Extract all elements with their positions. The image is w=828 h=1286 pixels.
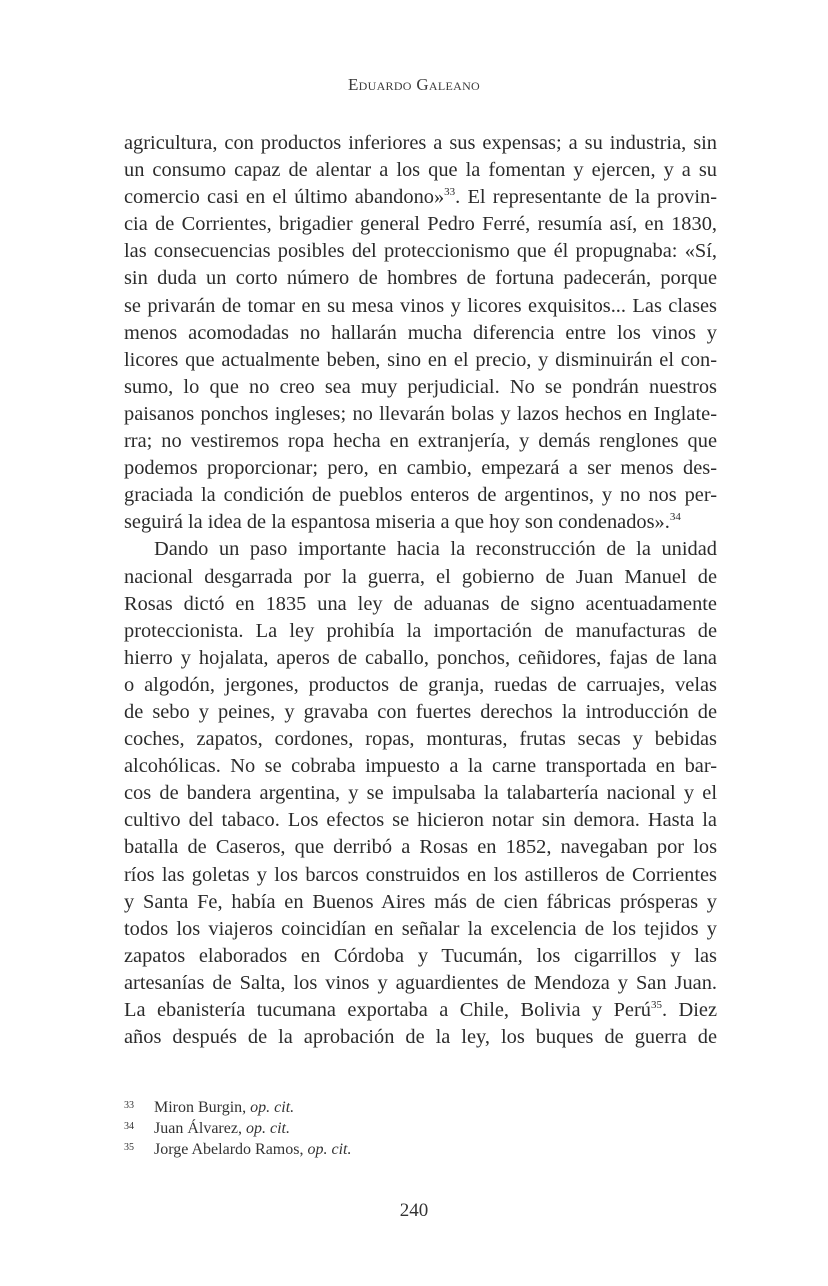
footnote-34 [124, 1118, 351, 1139]
text-line: cia de Corrientes, brigadier general Pedro Ferré, resumía así, en 1830, [124, 213, 717, 236]
footnote-33 [124, 1097, 351, 1118]
text-line: paisanos ponchos ingleses; no llevarán bolas y lazos hechos en Inglate- [124, 402, 717, 425]
text-line: zapatos elaborados en Córdoba y Tucumán, los cigarrillos y las [124, 944, 717, 967]
footnote-citation: op. cit. [245, 1120, 290, 1137]
footnote-citation: op. cit. [250, 1099, 295, 1116]
text-line: un consumo capaz de alentar a los que la fomentan y ejercen, y a su [124, 159, 717, 182]
text-line: coches, zapatos, cordones, ropas, monturas, frutas secas y bebidas [124, 728, 717, 751]
text-line [124, 184, 717, 211]
text-line [124, 509, 717, 536]
text-line: graciada la condición de pueblos enteros de argentinos, y no nos per- [124, 484, 717, 507]
footnote-35 [124, 1139, 351, 1160]
text-line: cos de bandera argentina, y se impulsaba la talabartería nacional y el [124, 782, 717, 805]
body-text [124, 130, 717, 1051]
page-number: 240 [399, 1200, 429, 1221]
text-fragment: comercio casi en el último abandono» [124, 186, 445, 209]
text-line: alcohólicas. No se cobraba impuesto a la carne transportada en bar- [124, 755, 717, 778]
text-line: batalla de Caseros, que derribó a Rosas en 1852, navegaban por los [124, 836, 717, 859]
footnote-number: 35 [124, 1142, 134, 1153]
text-line: años después de la aprobación de la ley, los buques de guerra de [124, 1026, 717, 1049]
text-line [124, 997, 717, 1024]
text-fragment: La ebanistería tucumana exportaba a Chile, Bolivia y Perú [124, 999, 651, 1021]
text-line: y Santa Fe, había en Buenos Aires más de cien fábricas prósperas y [124, 890, 717, 913]
footnote-citation: op. cit. [307, 1141, 352, 1158]
text-line: se privarán de tomar en su mesa vinos y licores exquisitos... Las clases [124, 294, 717, 317]
text-line: agricultura, con productos inferiores a sus expensas; a su industria, sin [124, 132, 717, 154]
footnote-number: 34 [124, 1121, 134, 1132]
text-line: ríos las goletas y los barcos construidos en los astilleros de Corrientes [124, 863, 717, 886]
text-line: rra; no vestiremos ropa hecha en extranjería, y demás renglones que [124, 430, 717, 453]
running-head: Eduardo Galeano [347, 75, 481, 94]
footnote-author: Jorge Abelardo Ramos, [154, 1141, 304, 1158]
text-line: proteccionista. La ley prohibía la importación de manufacturas de [124, 619, 717, 642]
text-line: cultivo del tabaco. Los efectos se hicieron notar sin demora. Hasta la [124, 809, 717, 832]
text-line: las consecuencias posibles del proteccionismo que él propugnaba: «Sí, [124, 240, 717, 263]
text-line: podemos proporcionar; pero, en cambio, empezará a ser menos des- [124, 457, 717, 480]
footnotes [124, 1097, 351, 1160]
footnote-ref-34[interactable]: 34 [669, 511, 681, 524]
footnote-ref-33[interactable]: 33 [444, 186, 456, 199]
text-line: sumo, lo que no creo sea muy perjudicial. No se pondrán nuestros [124, 375, 717, 398]
footnote-author: Juan Álvarez, [154, 1120, 242, 1137]
text-line: hierro y hojalata, aperos de caballo, ponchos, ceñidores, fajas de lana [124, 646, 717, 669]
text-fragment: . El representante de la provin- [455, 186, 717, 209]
text-line: artesanías de Salta, los vinos y aguardientes de Mendoza y San Juan. [124, 971, 717, 994]
text-line: todos los viajeros coincidían en señalar la excelencia de los tejidos y [124, 917, 717, 940]
text-line: Dando un paso importante hacia la reconstrucción de la unidad [154, 538, 717, 561]
footnote-number: 33 [124, 1100, 134, 1111]
text-fragment: seguirá la idea de la espantosa miseria a que hoy son condenados». [124, 511, 670, 534]
text-fragment: . Diez [661, 999, 718, 1021]
footnote-ref-35[interactable]: 35 [650, 999, 662, 1011]
footnote-author: Miron Burgin, [154, 1099, 247, 1116]
text-line: o algodón, jergones, productos de granja, ruedas de carruajes, velas [124, 673, 717, 696]
text-line: nacional desgarrada por la guerra, el gobierno de Juan Manuel de [124, 565, 717, 588]
text-line: de sebo y peines, y gravaba con fuertes derechos la introducción de [124, 700, 717, 723]
text-line: sin duda un corto número de hombres de fortuna padecerán, porque [124, 267, 717, 290]
text-line: menos acomodadas no hallarán mucha diferencia entre los vinos y [124, 321, 717, 344]
text-line: licores que actualmente beben, sino en el precio, y disminuirán el con- [124, 348, 717, 371]
text-line: Rosas dictó en 1835 una ley de aduanas de signo acentuadamente [124, 592, 717, 615]
